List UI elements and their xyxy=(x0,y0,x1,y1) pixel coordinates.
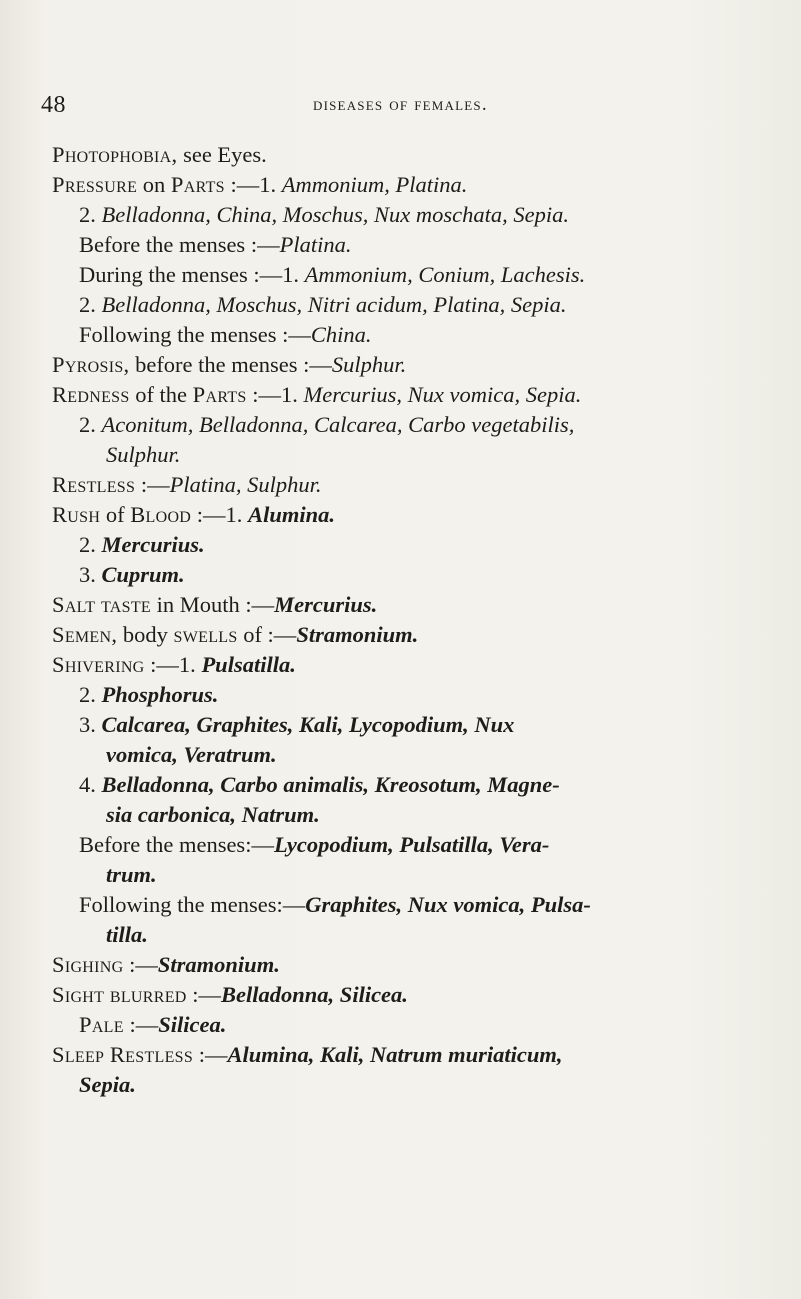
remedy-list: Platina, Sulphur. xyxy=(169,472,322,497)
grade-number: 2. xyxy=(79,202,96,227)
remedy-list: Silicea. xyxy=(158,1012,227,1037)
remedy-list: tilla. xyxy=(106,922,148,947)
entry-text: Before the menses :— xyxy=(79,232,280,257)
entry-heading: Semen, xyxy=(52,622,118,647)
grade-number: 4. xyxy=(79,772,96,797)
page-header xyxy=(41,92,761,124)
remedy-list: vomica, Veratrum. xyxy=(106,742,277,767)
grade-number: 2. xyxy=(79,532,96,557)
entry-shivering-following xyxy=(52,890,772,920)
remedy-list: Mercurius. xyxy=(274,592,378,617)
entry-text: :—1. xyxy=(230,172,277,197)
page-number: 48 xyxy=(41,92,66,118)
entry-shivering-grade-4-cont xyxy=(52,800,772,830)
remedy-list: sia carbonica, Natrum. xyxy=(106,802,320,827)
entry-text: of :— xyxy=(243,622,297,647)
grade-number: 2. xyxy=(79,682,96,707)
entry-text: :— xyxy=(140,472,170,497)
entry-semen xyxy=(52,620,772,650)
entry-heading: Restless xyxy=(52,472,136,497)
remedy-list: China. xyxy=(310,322,372,347)
page-body xyxy=(52,140,772,1100)
entry-heading: blurred xyxy=(109,982,187,1007)
remedy-list: Sulphur. xyxy=(331,352,407,377)
remedy-list: Platina. xyxy=(279,232,352,257)
remedy-list: Graphites, Nux vomica, Pulsa- xyxy=(305,892,591,917)
grade-number: 3. xyxy=(79,562,96,587)
entry-text: of the xyxy=(135,382,188,407)
entry-pressure-following xyxy=(52,320,772,350)
grade-number: 2. xyxy=(79,412,96,437)
running-title: diseases of females. xyxy=(313,94,488,115)
entry-pressure-during xyxy=(52,260,772,290)
entry-heading: Pale xyxy=(79,1012,124,1037)
entry-text: of xyxy=(105,502,125,527)
remedy-list: Pulsatilla. xyxy=(201,652,296,677)
remedy-list: Mercurius, Nux vomica, Sepia. xyxy=(303,382,582,407)
entry-text: on xyxy=(142,172,166,197)
entry-rush-of-blood xyxy=(52,500,772,530)
entry-text: Before the menses:— xyxy=(79,832,274,857)
entry-pyrosis xyxy=(52,350,772,380)
entry-heading: Parts xyxy=(192,382,247,407)
entry-pressure xyxy=(52,170,772,200)
entry-pale xyxy=(52,1010,772,1040)
remedy-list: Stramonium. xyxy=(157,952,280,977)
entry-text: :—1. xyxy=(196,502,243,527)
entry-heading: Sleep xyxy=(52,1042,105,1067)
entry-text: before the menses :— xyxy=(135,352,332,377)
grade-number: 3. xyxy=(79,712,96,737)
entry-heading: taste xyxy=(100,592,151,617)
entry-restless xyxy=(52,470,772,500)
entry-heading: Photophobia, xyxy=(52,142,178,167)
entry-heading: Sighing xyxy=(52,952,124,977)
entry-heading: Redness xyxy=(52,382,130,407)
entry-heading: Pyrosis, xyxy=(52,352,130,377)
entry-rush-grade-3 xyxy=(52,560,772,590)
entry-rush-grade-2 xyxy=(52,530,772,560)
entry-shivering-grade-3 xyxy=(52,710,772,740)
remedy-list: Belladonna, Silicea. xyxy=(221,982,408,1007)
entry-sighing xyxy=(52,950,772,980)
entry-heading: Restless xyxy=(109,1042,194,1067)
remedy-list: Lycopodium, Pulsatilla, Vera- xyxy=(273,832,550,857)
entry-text: Following the menses:— xyxy=(79,892,306,917)
entry-text: :— xyxy=(198,1042,228,1067)
remedy-list: Belladonna, China, Moschus, Nux moschata, Sepia. xyxy=(101,202,569,227)
entry-text: see Eyes. xyxy=(183,142,267,167)
entry-sleep-restless xyxy=(52,1040,772,1070)
remedy-list: Ammonium, Conium, Lachesis. xyxy=(304,262,586,287)
remedy-list: Belladonna, Carbo animalis, Kreosotum, Magne- xyxy=(101,772,560,797)
entry-text: :— xyxy=(129,1012,159,1037)
remedy-list: Alumina, Kali, Natrum muriaticum, xyxy=(227,1042,563,1067)
remedy-list: Calcarea, Graphites, Kali, Lycopodium, Nux xyxy=(101,712,515,737)
entry-text: :— xyxy=(129,952,158,977)
entry-heading: Shivering xyxy=(52,652,145,677)
entry-heading: swells xyxy=(173,622,238,647)
entry-text: in Mouth :— xyxy=(156,592,275,617)
entry-text: :— xyxy=(192,982,222,1007)
entry-shivering-before-cont xyxy=(52,860,772,890)
entry-text: :—1. xyxy=(150,652,196,677)
entry-heading: Blood xyxy=(130,502,192,527)
remedy-list: trum. xyxy=(106,862,157,887)
remedy-list: Stramonium. xyxy=(296,622,419,647)
entry-heading: Parts xyxy=(170,172,225,197)
entry-photophobia xyxy=(52,140,772,170)
remedy-list: Sulphur. xyxy=(106,442,181,467)
remedy-list: Sepia. xyxy=(79,1072,136,1097)
remedy-list: Phosphorus. xyxy=(101,682,219,707)
entry-heading: Sight xyxy=(52,982,105,1007)
entry-text: body xyxy=(122,622,168,647)
entry-heading: Rush xyxy=(52,502,101,527)
entry-shivering xyxy=(52,650,772,680)
remedy-list: Mercurius. xyxy=(101,532,205,557)
entry-heading: Pressure xyxy=(52,172,138,197)
remedy-list: Cuprum. xyxy=(101,562,185,587)
entry-text: :—1. xyxy=(252,382,298,407)
entry-redness xyxy=(52,380,772,410)
entry-sleep-restless-cont xyxy=(52,1070,772,1100)
remedy-list: Aconitum, Belladonna, Calcarea, Carbo vegetabilis, xyxy=(101,412,575,437)
entry-shivering-following-cont xyxy=(52,920,772,950)
remedy-list: Belladonna, Moschus, Nitri acidum, Platina, Sepia. xyxy=(101,292,567,317)
entry-pressure-during-grade-2 xyxy=(52,290,772,320)
entry-salt-taste xyxy=(52,590,772,620)
entry-pressure-grade-2 xyxy=(52,200,772,230)
entry-shivering-grade-2 xyxy=(52,680,772,710)
remedy-list: Alumina. xyxy=(248,502,335,527)
remedy-list: Ammonium, Platina. xyxy=(281,172,468,197)
entry-shivering-grade-3-cont xyxy=(52,740,772,770)
entry-shivering-grade-4 xyxy=(52,770,772,800)
grade-number: 2. xyxy=(79,292,96,317)
entry-text: During the menses :—1. xyxy=(79,262,299,287)
entry-text: Following the menses :— xyxy=(79,322,311,347)
entry-sight-blurred xyxy=(52,980,772,1010)
entry-redness-grade-2-cont xyxy=(52,440,772,470)
entry-redness-grade-2 xyxy=(52,410,772,440)
entry-pressure-before xyxy=(52,230,772,260)
entry-shivering-before xyxy=(52,830,772,860)
entry-heading: Salt xyxy=(52,592,96,617)
